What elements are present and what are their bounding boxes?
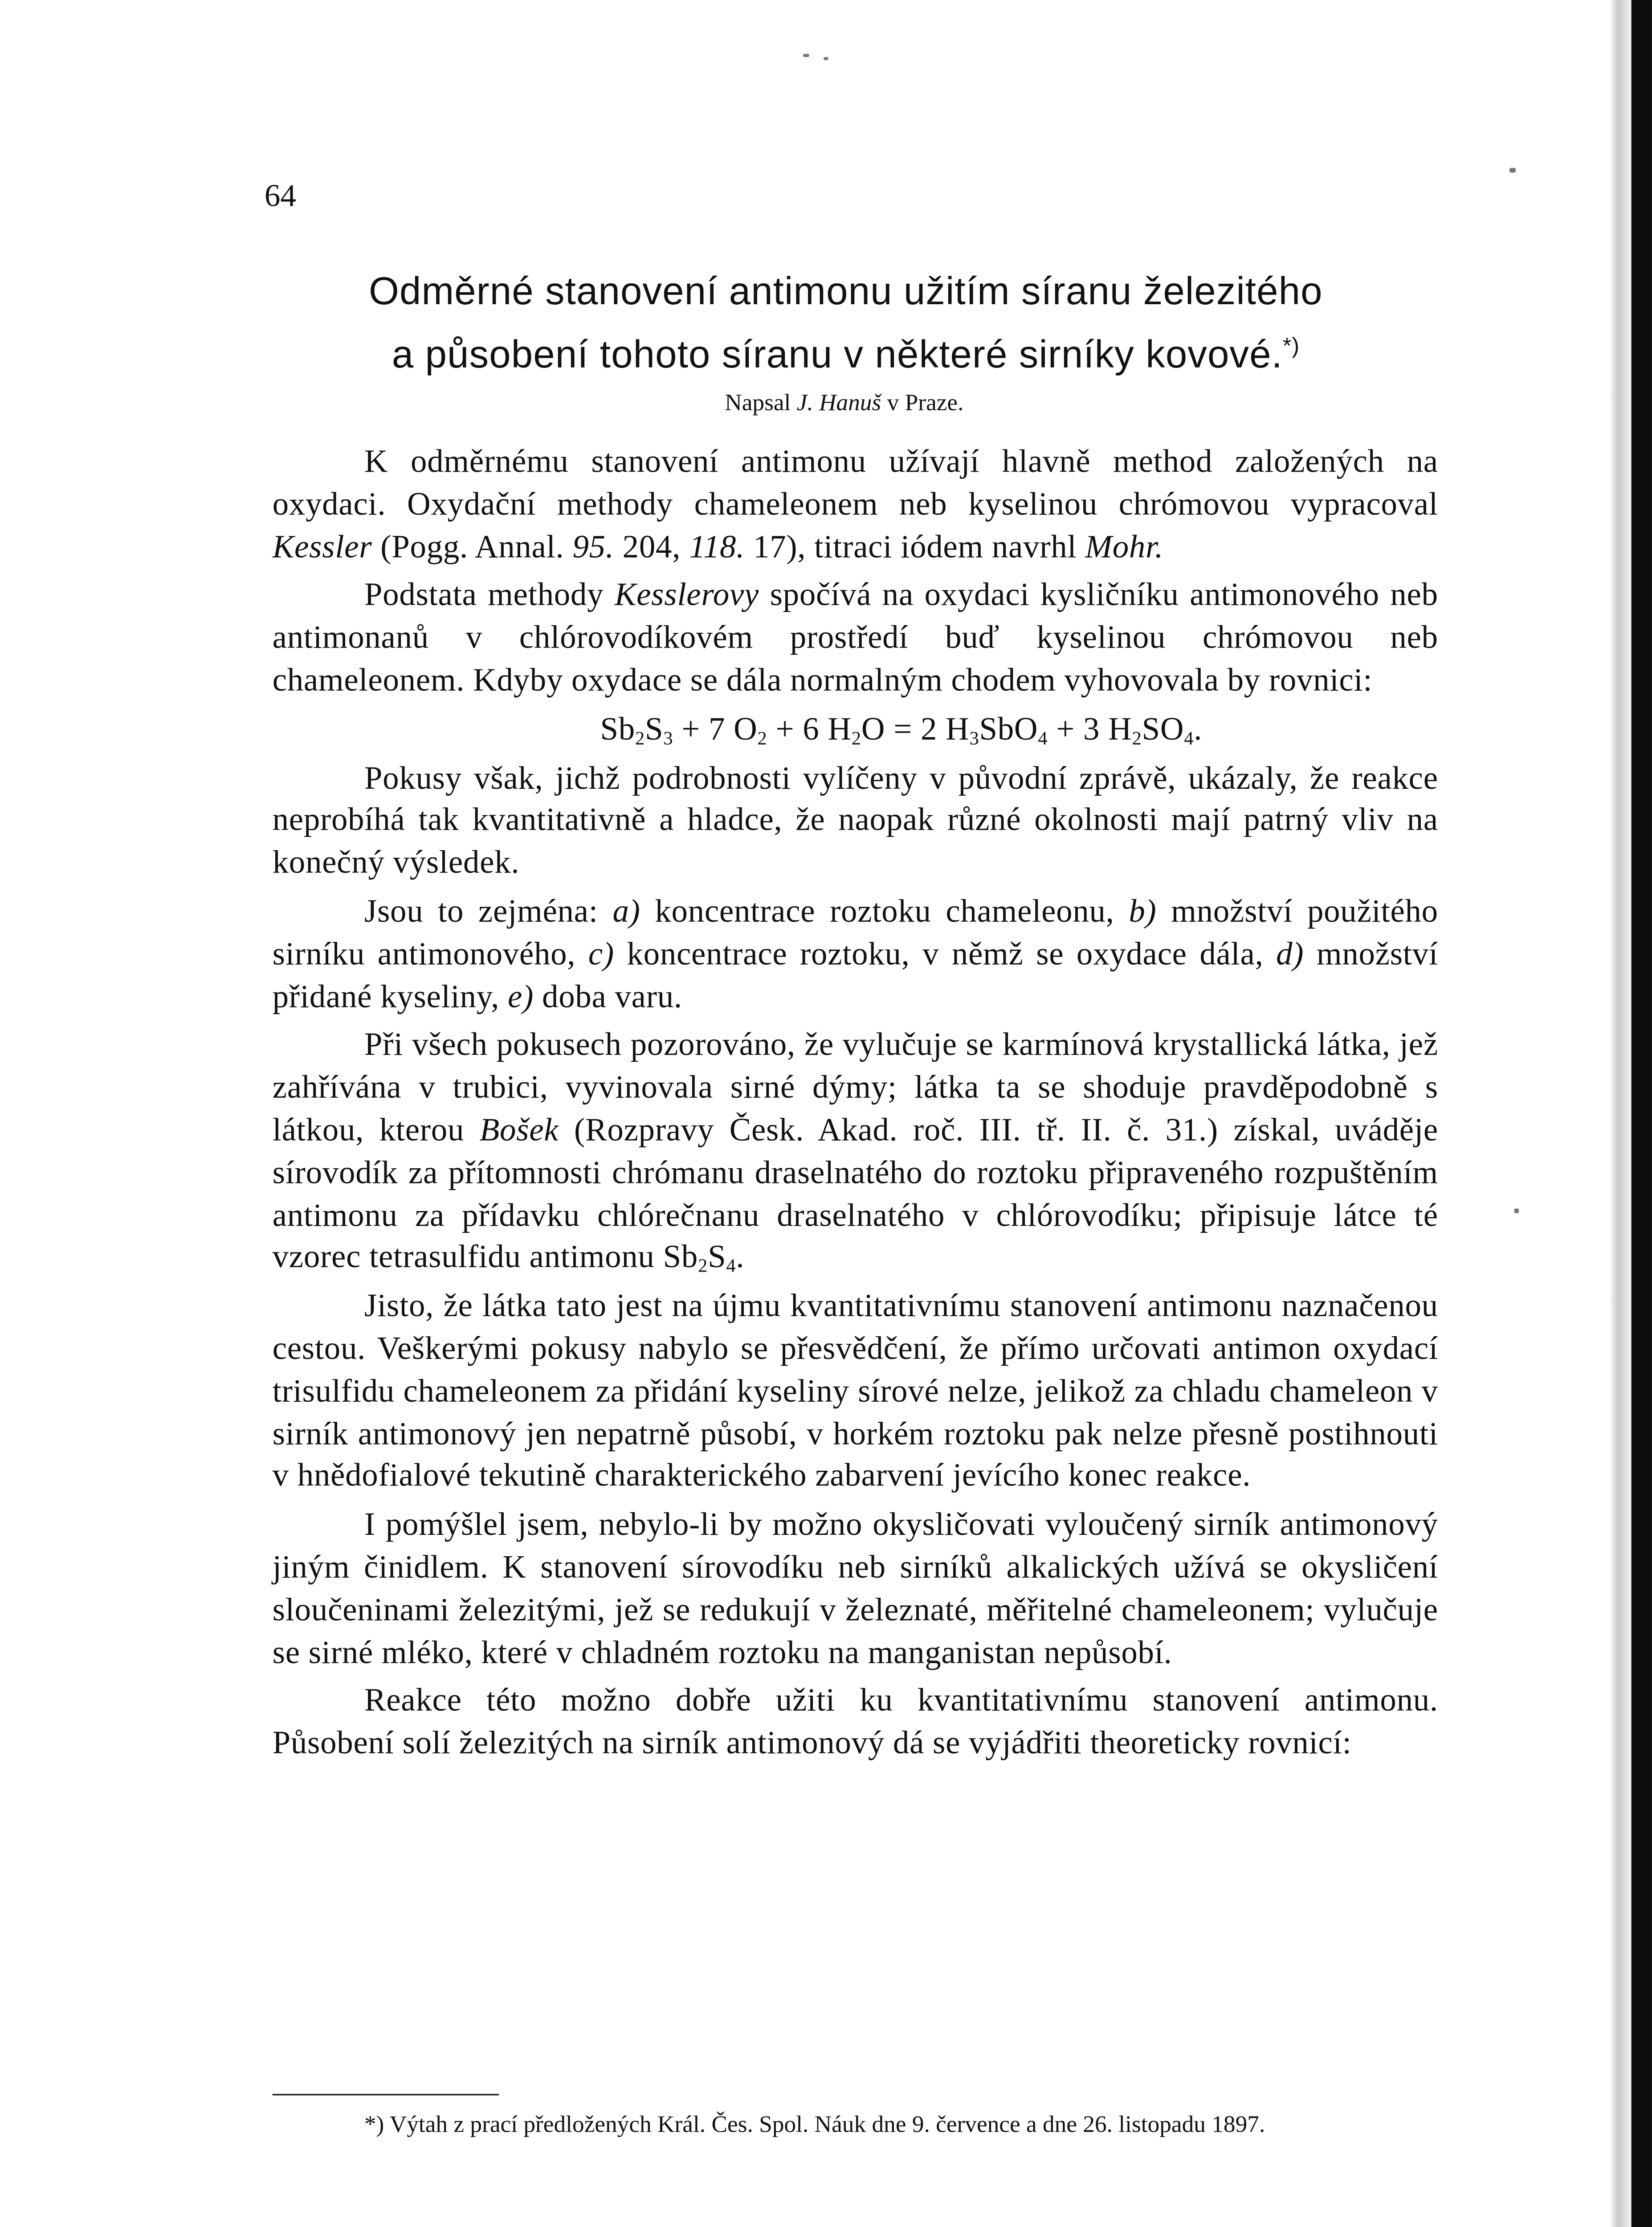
speck bbox=[803, 54, 809, 57]
title-footnote-mark: *) bbox=[1282, 332, 1300, 358]
speck bbox=[824, 57, 828, 60]
author-name: J. Hanuš bbox=[796, 391, 881, 417]
byline: Napsal J. Hanuš v Praze. bbox=[725, 391, 964, 417]
footnote-mark: *) bbox=[364, 2113, 384, 2138]
article-body bbox=[273, 442, 1438, 1772]
page-spine-shadow bbox=[1609, 0, 1632, 2227]
footnote bbox=[273, 2108, 1438, 2145]
footnote-rule bbox=[273, 2094, 499, 2096]
paragraph-7: I pomýšlel jsem, nebylo-li by možno okysličovati vyloučený sirník antimonový jiným činidlem. K stanovení sírovodíku neb sirníků alkalických užívá se okysličení sloučeninami železitými, jež se redukují v železnaté, měřitelné chameleonem; vylučuje se sirné mléko, které v chladném roztoku na manganistan nepůsobí. bbox=[272, 1508, 1438, 1670]
speck bbox=[1509, 168, 1516, 173]
equation-oxidation: $Sb_2S_3 + 7$ $O_2 + 6$ $H_2O = 2$ $H_3SbO_4 + 3$ $H_2SO_4$. bbox=[600, 712, 1203, 749]
paragraph-2: Podstata methody Kesslerovy spočívá na oxydaci kysličníku antimonového neb antimonanů v chlórovodíkovém prostředí buď kyselinou chrómovou neb chameleonem. Kdyby oxydace se dála normalným chodem vyhovovala by rovnici: bbox=[272, 579, 1438, 699]
paragraph-8: Reakce této možno dobře užiti ku kvantitativnímu stanovení antimonu. Působení solí železitých na sirník antimonový dá se vyjádřiti theoreticky rovnicí: bbox=[272, 1684, 1438, 1762]
page-dark-edge bbox=[1632, 0, 1652, 2227]
paragraph-3: Pokusy však, jichž podrobnosti vylíčeny v původní zprávě, ukázaly, že reakce neprobíhá tak kvantitativně a hladce, že naopak různé okolnosti mají patrný vliv na konečný výsledek. bbox=[272, 761, 1438, 881]
article-title-line-2: a působení tohoto síranu v některé sirníky kovové.*) bbox=[392, 332, 1300, 377]
footnote-text: Výtah z prací předložených Král. Čes. Spol. Náuk dne 9. července a dne 26. listopadu 1897. bbox=[389, 2113, 1265, 2138]
speck bbox=[1514, 1208, 1519, 1213]
paragraph-5: Při všech pokusech pozorováno, že vylučuje se karmínová krystallická látka, jež zahřívána v trubici, vyvinovala sirné dýmy; látka ta se shoduje pravděpodobně s látkou, kterou Bošek (Rozpravy Česk. Akad. roč. III. tř. II. č. 31.) získal, uváděje sírovodík za přítomnosti chrómanu draselnatého do roztoku připraveného rozpuštěním antimonu za přídavku chlórečnanu draselnatého v chlórovodíku; připisuje látce té vzorec tetrasulfidu antimonu $Sb_2S_4$. bbox=[272, 1028, 1438, 1277]
article-title-line-1: Odměrné stanovení antimonu užitím síranu železitého bbox=[369, 271, 1323, 314]
paragraph-4: Jsou to zejména: a) koncentrace roztoku chameleonu, b) množství použitého sirníku antimonového, c) koncentrace roztoku, v němž se oxydace dála, d) množství přidané kyseliny, e) doba varu. bbox=[272, 895, 1438, 1015]
paragraph-1: K odměrnému stanovení antimonu užívají hlavně method založených na oxydaci. Oxydační methody chameleonem neb kyselinou chrómovou vypracoval Kessler (Pogg. Annal. 95. 204, 118. 17), titraci iódem navrhl Mohr. bbox=[272, 445, 1438, 565]
page-number: 64 bbox=[264, 179, 296, 214]
paragraph-6: Jisto, že látka tato jest na újmu kvantitativnímu stanovení antimonu naznačenou cestou. Veškerými pokusy nabylo se přesvědčení, že přímo určovati antimon oxydací trisulfidu chameleonem za přidání kyseliny sírové nelze, jelikož za chladu chameleon v sirník antimonový jen nepatrně působí, v horkém roztoku pak nelze přesně postihnouti v hnědofialové tekutině charakterického zabarvení jevícího konec reakce. bbox=[272, 1289, 1438, 1494]
